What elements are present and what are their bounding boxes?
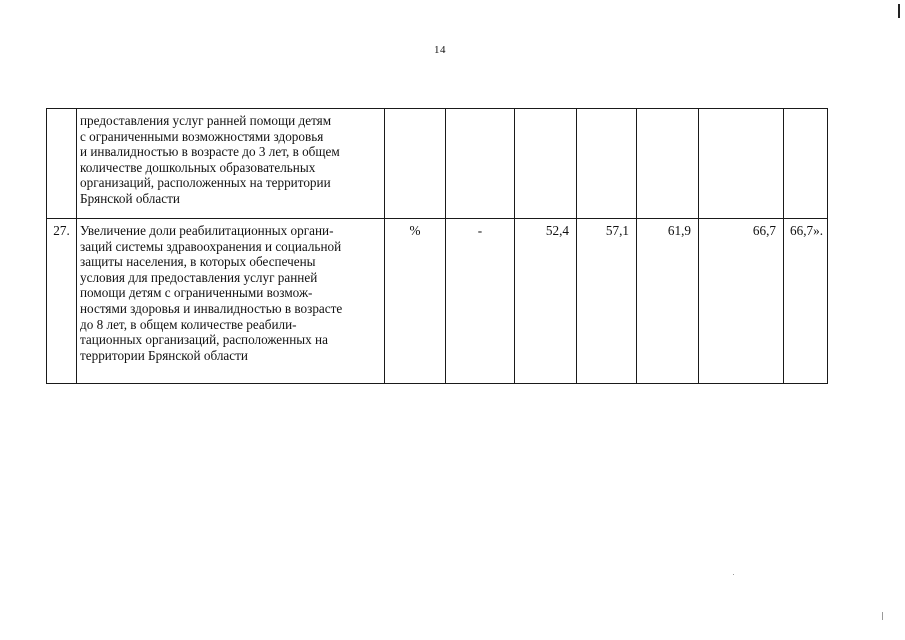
indicator-description-cell [77,109,385,219]
base-value-cell [446,109,515,219]
description-line: и инвалидностью в возрасте до 3 лет, в общем [80,144,340,160]
description-line: предоставления услуг ранней помощи детям [80,113,332,128]
value-cell-4 [699,109,784,219]
description-line: условия для предоставления услуг ранней [80,269,318,285]
page-number: 14 [434,44,446,56]
description-line: с ограниченными возможностями здоровья [80,128,324,144]
indicators-table [46,108,828,384]
unit-cell [385,109,446,219]
value-cell-5: 66,7». [784,219,828,384]
row-number-cell [47,109,77,219]
value-cell-1 [515,109,577,219]
description-line: территории Брянской области [80,347,248,363]
description-line: помощи детям с ограниченными возмож- [80,285,313,301]
scan-edge-mark [898,4,900,18]
value-cell-1: 52,4 [515,219,577,384]
value-cell-3: 61,9 [637,219,699,384]
value-cell-3 [637,109,699,219]
description-line: заций системы здравоохранения и социальной [80,238,342,254]
description-line: Брянской области [80,190,180,206]
description-line: до 8 лет, в общем количестве реабили- [80,316,297,332]
description-line: организаций, расположенных на территории [80,175,331,191]
value-cell-4: 66,7 [699,219,784,384]
description-line: защиты населения, в которых обеспечены [80,254,316,270]
table-row-27 [47,219,828,384]
description-line: ностями здоровья и инвалидностью в возрасте [80,300,343,316]
description-line: количестве дошкольных образовательных [80,159,316,175]
table-row-continuation [47,109,828,219]
unit-cell: % [385,219,446,384]
scan-speck [882,612,883,620]
value-cell-5 [784,109,828,219]
value-cell-2: 57,1 [577,219,637,384]
base-value-cell: - [446,219,515,384]
description-line: тационных организаций, расположенных на [80,332,328,348]
description-line: Увеличение доли реабилитационных органи- [80,223,334,238]
indicator-description-cell [77,219,385,384]
row-number-cell: 27. [47,219,77,384]
scan-speck [733,574,734,575]
value-cell-2 [577,109,637,219]
